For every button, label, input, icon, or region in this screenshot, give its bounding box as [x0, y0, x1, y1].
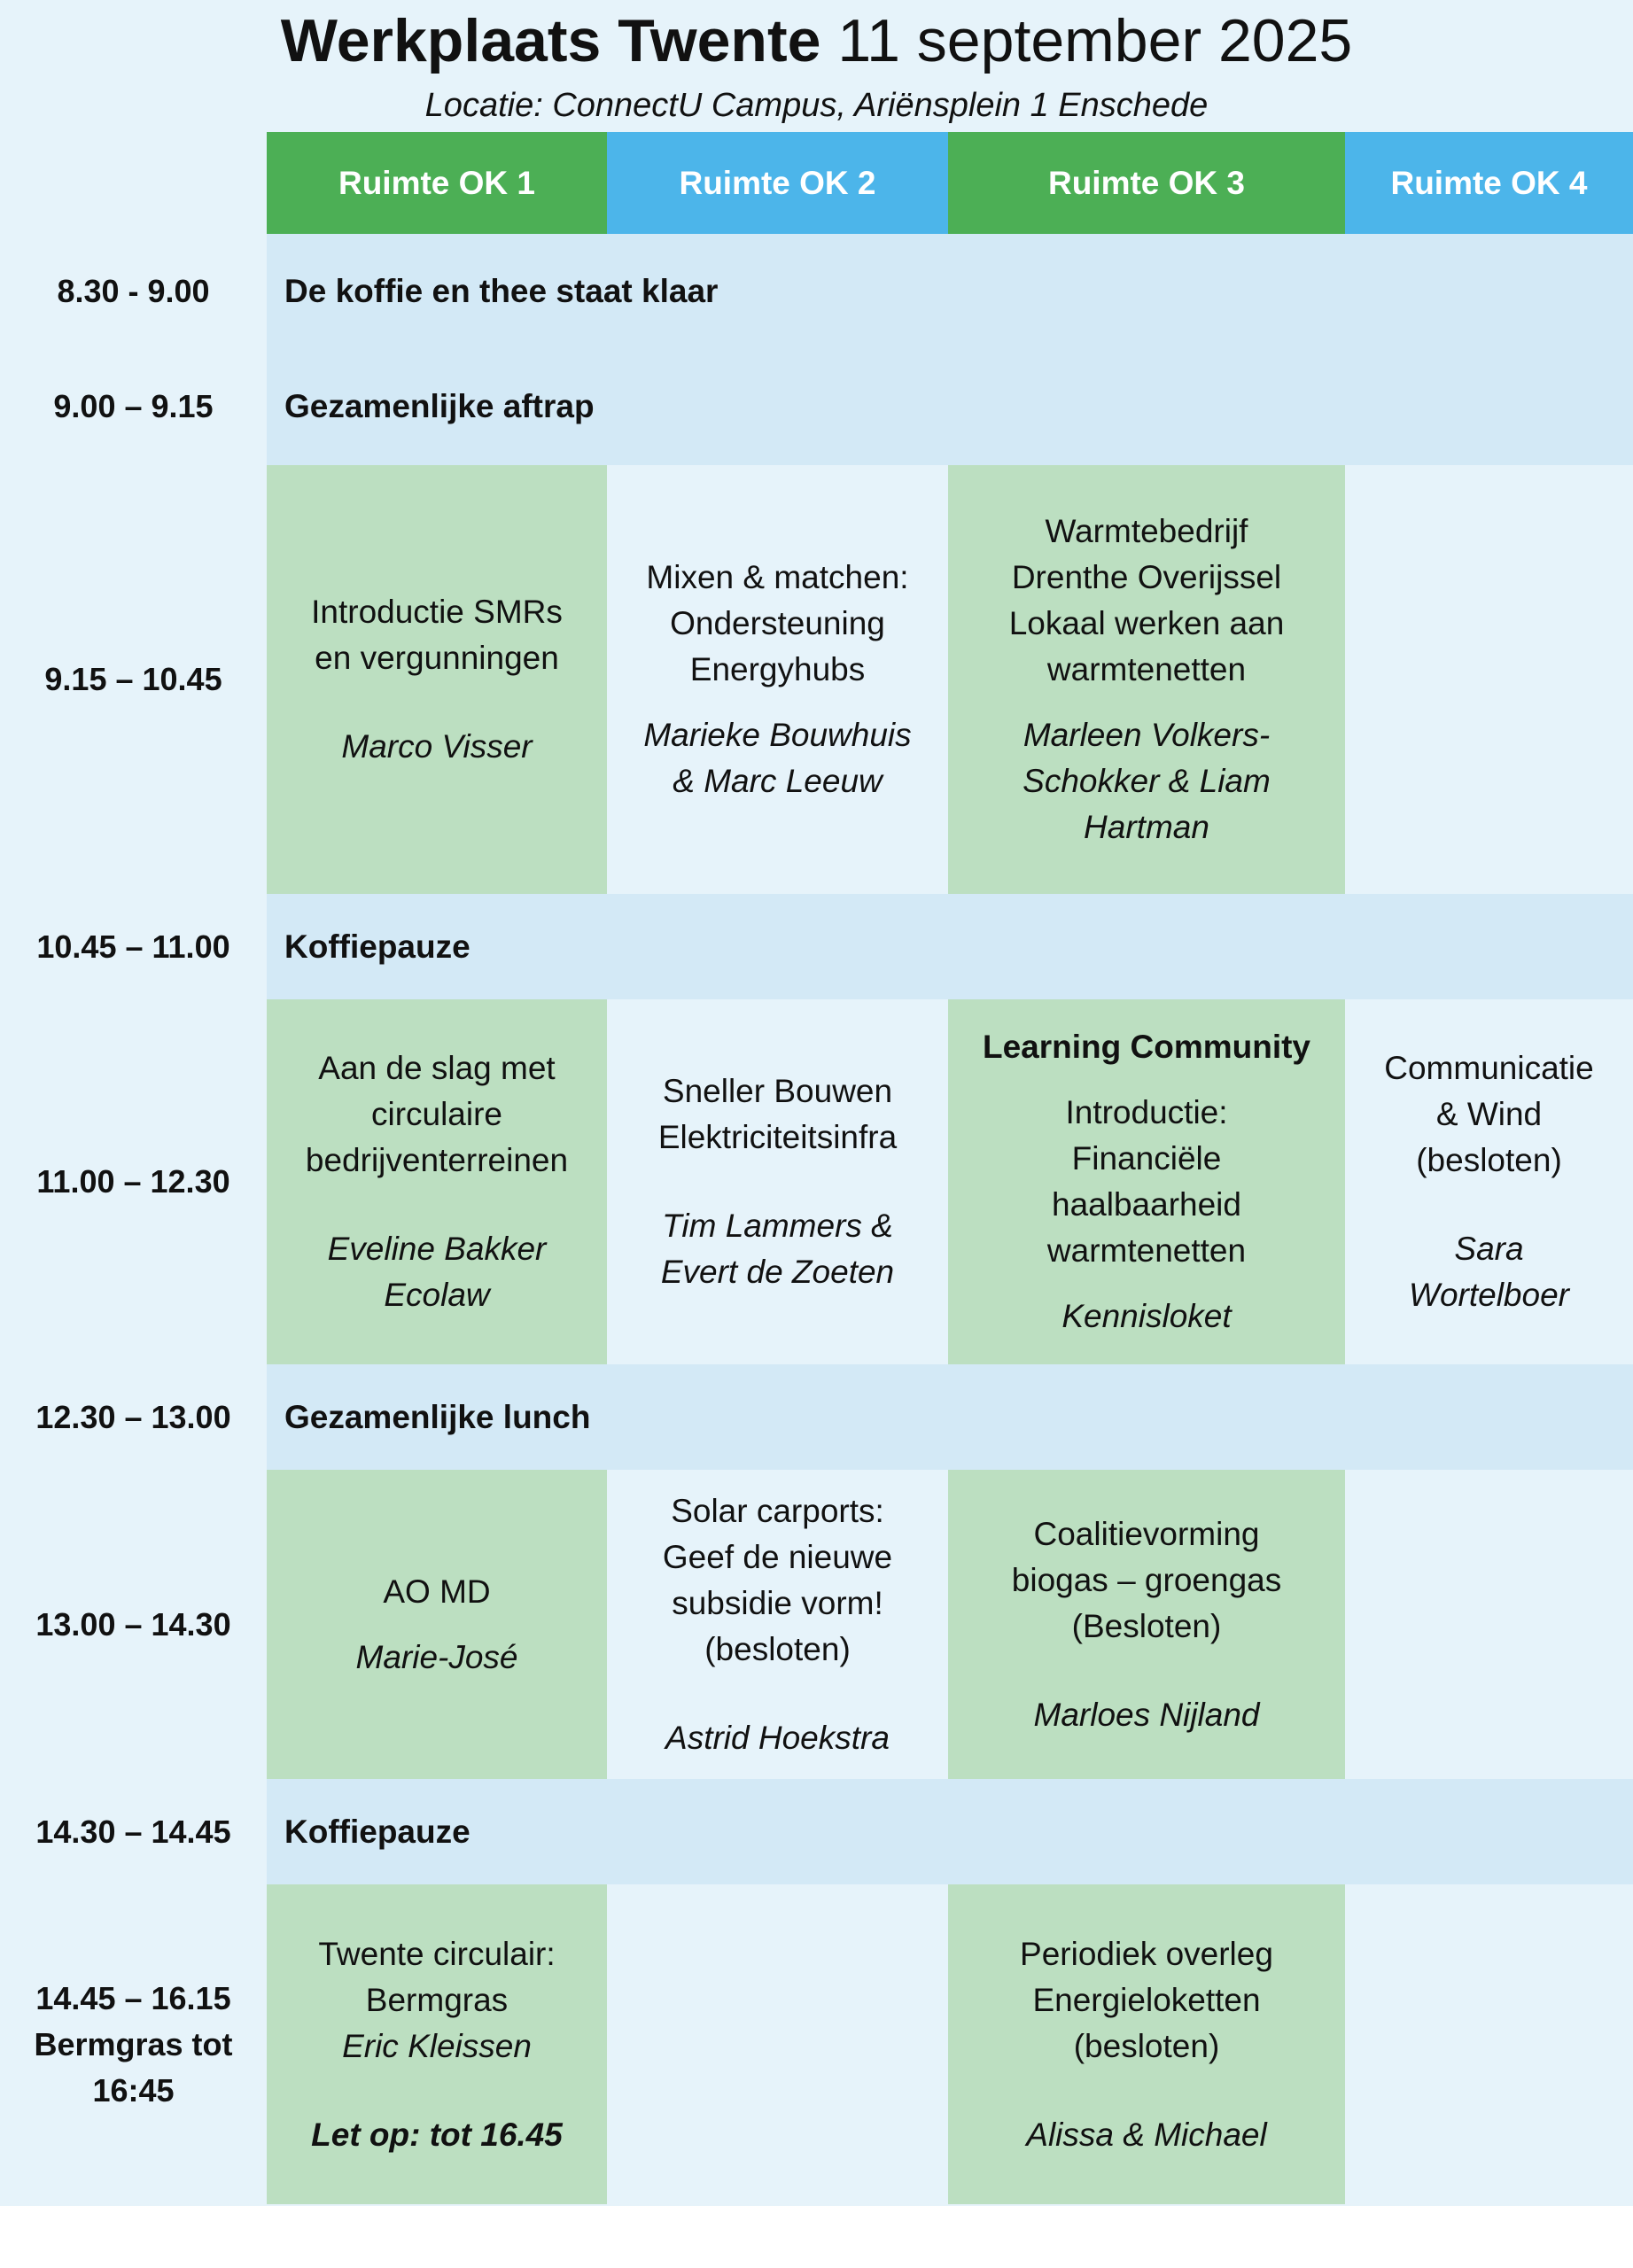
session-block4-ok3 — [948, 1884, 1345, 2204]
session-block1-ok4-empty — [1345, 465, 1633, 894]
session-block1-ok3 — [948, 465, 1345, 894]
session-title: Periodiek overleg — [1020, 1935, 1273, 1972]
session-speaker: Hartman — [1084, 809, 1209, 845]
session-heading: Learning Community — [982, 1029, 1311, 1065]
time-slot-block4 — [0, 1884, 267, 2204]
room-header-ok4: Ruimte OK 4 — [1345, 132, 1633, 234]
time-slot: 14.30 – 14.45 — [35, 1813, 231, 1850]
session-title: AO MD — [383, 1573, 491, 1610]
time-slot: 11.00 – 12.30 — [36, 1163, 230, 1200]
plenary-break2: Koffiepauze — [267, 1779, 1633, 1884]
session-title: & Wind — [1435, 1096, 1543, 1132]
session-title: Bermgras — [365, 1981, 509, 2018]
session-title: Solar carports: — [671, 1492, 884, 1529]
session-title: Elektriciteitsinfra — [657, 1119, 898, 1155]
session-title: Energyhubs — [689, 651, 866, 687]
session-title: subsidie vorm! — [672, 1584, 883, 1621]
time-slot: 9.00 – 9.15 — [53, 388, 214, 424]
session-speaker: Evert de Zoeten — [660, 1254, 895, 1290]
session-title: en vergunningen — [315, 640, 559, 676]
session-title: biogas – groengas — [1011, 1561, 1282, 1598]
session-title: (Besloten) — [1071, 1607, 1222, 1644]
session-block3-ok3 — [948, 1470, 1345, 1779]
session-speaker: Marco Visser — [341, 728, 533, 765]
plenary-lunch: Gezamenlijke lunch — [267, 1364, 1633, 1470]
session-speaker: Eric Kleissen — [342, 2027, 532, 2064]
session-title: Mixen & matchen: — [646, 559, 909, 595]
location-subtitle: Locatie: ConnectU Campus, Ariënsplein 1 Enschede — [424, 87, 1209, 124]
session-speaker: Sara — [1454, 1231, 1524, 1267]
session-block4-ok1 — [267, 1884, 607, 2204]
session-block1-ok1 — [267, 465, 607, 894]
title-date: 11 september 2025 — [837, 7, 1353, 74]
session-title: Introductie SMRs — [311, 594, 563, 630]
session-block2-ok1 — [267, 999, 607, 1364]
session-title: Financiële — [1071, 1140, 1222, 1177]
session-speaker: Marloes Nijland — [1033, 1696, 1260, 1733]
session-speaker: Astrid Hoekstra — [665, 1719, 890, 1756]
room-header-ok1: Ruimte OK 1 — [267, 132, 607, 234]
session-speaker: Schokker & Liam — [1023, 763, 1271, 799]
session-block3-ok2 — [607, 1470, 948, 1779]
session-title: (besloten) — [1073, 2027, 1220, 2064]
page-title — [0, 5, 1633, 76]
session-title: Energieloketten — [1032, 1981, 1261, 2018]
session-block2-ok2 — [607, 999, 948, 1364]
plenary-break1: Koffiepauze — [267, 894, 1633, 999]
time-slot-line: 16:45 — [92, 2071, 175, 2109]
session-note: Let op: tot 16.45 — [311, 2116, 563, 2153]
session-block4-ok2-empty — [607, 1884, 948, 2204]
session-speaker: Ecolaw — [384, 1277, 490, 1313]
session-title: Geef de nieuwe — [662, 1538, 893, 1575]
session-title: Coalitievorming — [1033, 1515, 1260, 1552]
time-slot: 8.30 - 9.00 — [57, 272, 210, 309]
session-title: Twente circulair: — [318, 1935, 556, 1972]
session-title: (besloten) — [1416, 1142, 1562, 1178]
session-block2-ok3 — [948, 999, 1345, 1364]
session-title: Aan de slag met — [318, 1050, 556, 1086]
time-slot: 10.45 – 11.00 — [36, 928, 230, 965]
plenary-kickoff: Gezamenlijke aftrap — [267, 348, 1633, 465]
session-title: bedrijventerreinen — [305, 1142, 569, 1178]
room-header-ok2: Ruimte OK 2 — [607, 132, 948, 234]
session-title: Sneller Bouwen — [662, 1073, 893, 1109]
session-title: Ondersteuning — [670, 605, 885, 641]
session-title: warmtenetten — [1046, 651, 1247, 687]
session-block3-ok1 — [267, 1470, 607, 1779]
session-title: Communicatie — [1384, 1050, 1594, 1086]
session-block4-ok4-empty — [1345, 1884, 1633, 2204]
time-slot-line: 14.45 – 16.15 — [35, 1979, 231, 2016]
session-speaker: Eveline Bakker — [327, 1231, 547, 1267]
time-slot: 9.15 – 10.45 — [44, 661, 222, 697]
session-title: haalbaarheid — [1052, 1186, 1241, 1223]
session-speaker: Marie-José — [355, 1638, 518, 1675]
session-title: Drenthe Overijssel — [1011, 559, 1282, 595]
title-event-name: Werkplaats Twente — [280, 7, 821, 74]
session-block3-ok4-empty — [1345, 1470, 1633, 1779]
session-title: Introductie: — [1065, 1094, 1228, 1130]
session-speaker: Tim Lammers & — [662, 1208, 893, 1244]
room-header-ok3: Ruimte OK 3 — [948, 132, 1345, 234]
session-speaker: Marieke Bouwhuis — [643, 717, 912, 753]
session-speaker: Marleen Volkers- — [1023, 717, 1271, 753]
session-block1-ok2 — [607, 465, 948, 894]
session-speaker: Kennisloket — [1061, 1298, 1232, 1334]
session-speaker: Wortelboer — [1409, 1277, 1569, 1313]
session-title: circulaire — [370, 1096, 503, 1132]
session-title: Warmtebedrijf — [1045, 513, 1248, 549]
session-title: Lokaal werken aan — [1008, 605, 1285, 641]
plenary-coffee: De koffie en thee staat klaar — [267, 234, 1633, 348]
corner-cell — [0, 132, 267, 234]
session-title: (besloten) — [704, 1630, 851, 1667]
time-slot-line: Bermgras tot — [34, 2025, 233, 2062]
session-speaker: & Marc Leeuw — [673, 763, 883, 799]
schedule-table — [0, 132, 1633, 2204]
session-speaker: Alissa & Michael — [1026, 2116, 1267, 2153]
time-slot: 13.00 – 14.30 — [35, 1605, 231, 1643]
time-slot: 12.30 – 13.00 — [35, 1398, 231, 1435]
session-title: warmtenetten — [1046, 1232, 1247, 1269]
session-block2-ok4 — [1345, 999, 1633, 1364]
